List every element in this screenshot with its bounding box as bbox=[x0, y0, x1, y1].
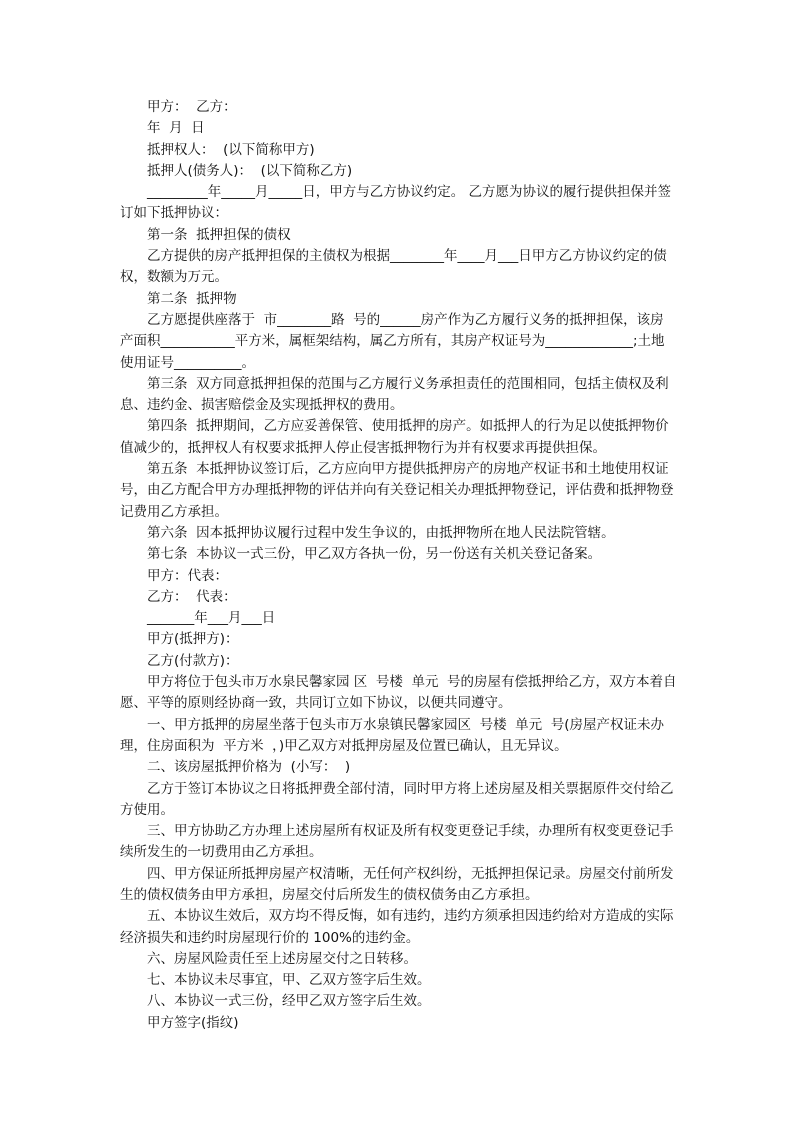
paragraph: 乙方于签订本协议之日将抵押费全部付清，同时甲方将上述房屋及相关票据原件交付给乙方使用。 bbox=[120, 780, 674, 818]
paragraph: 抵押人(债务人)： (以下简称乙方) bbox=[147, 162, 353, 179]
paragraph: 第一条 抵押担保的债权 bbox=[147, 226, 291, 243]
paragraph: 第三条 双方同意抵押担保的范围与乙方履行义务承担责任的范围相同，包括主债权及利息、违约金、损害赔偿金及实现抵押权的费用。 bbox=[120, 375, 669, 414]
paragraph: 抵押权人： (以下简称甲方) bbox=[147, 141, 315, 158]
paragraph: 甲方：代表： bbox=[147, 567, 228, 584]
paragraph: 甲方： 乙方： bbox=[147, 99, 237, 115]
paragraph: 五、本协议生效后，双方均不得反悔，如有违约，违约方须承担因违约给对方造成的实际经济损失和违约时房屋现行价的 100%的违约金。 bbox=[120, 908, 674, 946]
paragraph: 年 月 日 bbox=[147, 120, 205, 137]
paragraph: 甲方(抵押方)： bbox=[147, 631, 239, 648]
paragraph: 甲方将位于包头市万水泉民馨家园 区 号楼 单元 号的房屋有偿抵押给乙方，双方本着自愿、平等的原则经协商一致，共同订立如下协议，以便共同遵守。 bbox=[120, 674, 677, 712]
paragraph: 第七条 本协议一式三份，甲乙双方各执一份，另一份送有关机关登记备案。 bbox=[147, 546, 602, 563]
paragraph: _________年_____月_____日，甲方与乙方协议约定。 乙方愿为协议的履行提供担保并签订如下抵押协议： bbox=[120, 184, 672, 222]
paragraph: 第二条 抵押物 bbox=[147, 290, 237, 307]
paragraph: 第六条 因本抵押协议履行过程中发生争议的，由抵押物所在地人民法院管辖。 bbox=[147, 524, 615, 541]
paragraph: 甲方签字(指纹) bbox=[147, 1014, 239, 1031]
paragraph: 三、甲方协助乙方办理上述房屋所有权证及所有权变更登记手续，办理所有权变更登记手续所发生的一切费用由乙方承担。 bbox=[120, 823, 674, 861]
paragraph: 四、甲方保证所抵押房屋产权清晰，无任何产权纠纷，无抵押担保记录。房屋交付前所发生的债权债务由甲方承担，房屋交付后所发生的债权债务由乙方承担。 bbox=[120, 865, 674, 903]
paragraph: 八、本协议一式三份，经甲乙双方签字后生效。 bbox=[147, 993, 431, 1010]
paragraph: 乙方(付款方)： bbox=[147, 652, 239, 669]
paragraph: 七、本协议未尽事宜，甲、乙双方签字后生效。 bbox=[147, 972, 431, 989]
paragraph: _______年___月___日 bbox=[147, 610, 276, 627]
paragraph: 六、房屋风险责任至上述房屋交付之日转移。 bbox=[147, 950, 417, 967]
paragraph: 乙方愿提供座落于 市________路 号的______房产作为乙方履行义务的抵押担保，该房产面积___________平方米，属框架结构，属乙方所有，其房产权证号为_____________;土地使用证号__________。 bbox=[120, 311, 665, 371]
paragraph: 第四条 抵押期间，乙方应妥善保管、使用抵押的房产。如抵押人的行为足以使抵押物价值减少的，抵押权人有权要求抵押人停止侵害抵押物行为并有权要求再提供担保。 bbox=[120, 418, 669, 456]
paragraph: 一、甲方抵押的房屋坐落于包头市万水泉镇民馨家园区 号楼 单元 号(房屋产权证未办理，住房面积为 平方米 ，)甲乙双方对抵押房屋及位置已确认，且无异议。 bbox=[120, 716, 665, 754]
paragraph: 乙方： 代表： bbox=[147, 588, 237, 605]
paragraph: 第五条 本抵押协议签订后，乙方应向甲方提供抵押房产的房地产权证书和土地使用权证号，由乙方配合甲方办理抵押物的评估并向有关登记相关办理抵押物登记，评估费和抵押物登记费用乙方承担。 bbox=[120, 461, 674, 520]
paragraph: 乙方提供的房产抵押担保的主债权为根据________年____月___日甲方乙方协议约定的债权，数额为万元。 bbox=[120, 248, 667, 286]
document-body bbox=[120, 97, 677, 1034]
paragraph: 二、该房屋抵押价格为 (小写： ) bbox=[147, 759, 351, 776]
